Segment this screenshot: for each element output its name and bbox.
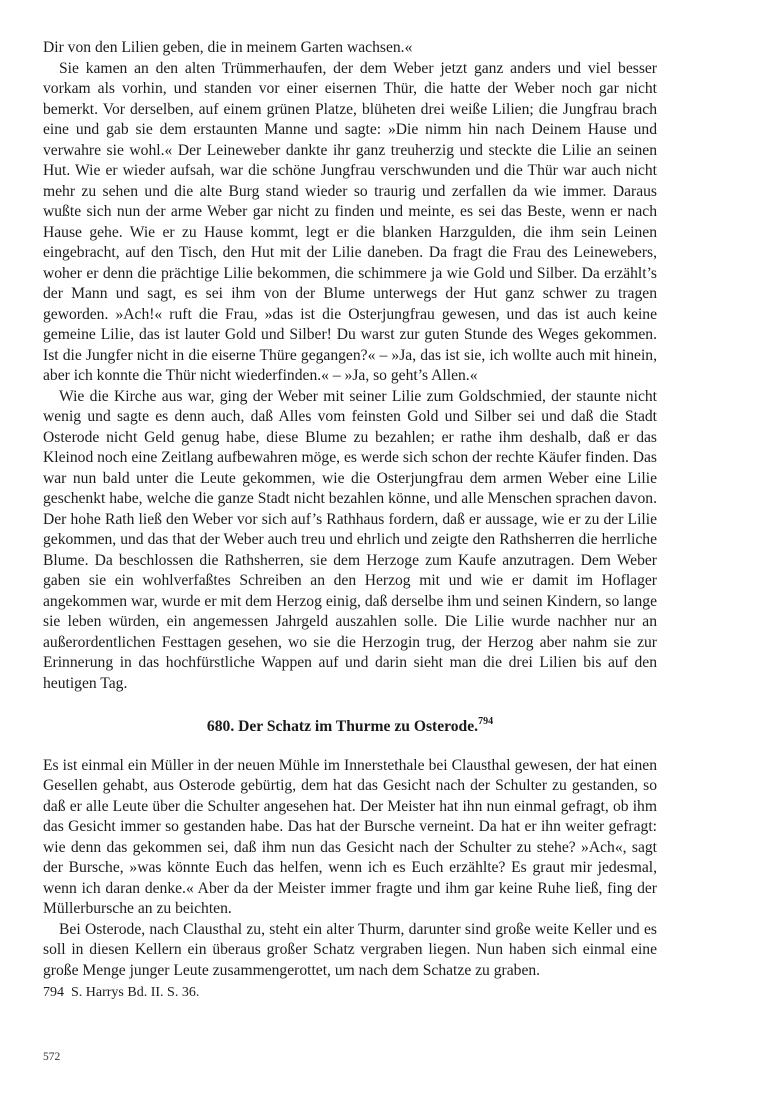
paragraph: Es ist einmal ein Müller in der neuen Mühle im Innerstethale bei Clausthal gewesen, der hat einen Gesellen gehabt, aus Osterode gebürtig, dem hat das Gesicht nach der Schulter zu gestanden, so daß er alle Leute über die Schulter angesehen hat. Der Meister hat ihn nun einmal gefragt, ob ihm das Gesicht immer so gestanden habe. Das hat der Bursche verneint. Da hat er ihn weiter gefragt: wie denn das gekommen sei, daß ihm nun das Gesicht nach der Schulter zu stehe? »Ach«, sagt der Bursche, »was könnte Euch das helfen, wenn ich es Euch erzählte? Es graut mir jedesmal, wenn ich daran denke.« Aber da der Meister immer fragte und ihm gar keine Ruhe ließ, fing der Müllerbursche an zu beichten. (43, 756, 657, 917)
section-heading (43, 717, 657, 738)
footnote-number: 794 (43, 985, 64, 1000)
section-title: 680. Der Schatz im Thurme zu Osterode. (206, 718, 479, 735)
page-number: 572 (43, 1051, 61, 1063)
paragraph-continuation: Dir von den Lilien geben, die in meinem Garten wachsen.« (43, 39, 413, 56)
footnote-reference[interactable]: 794 (478, 716, 494, 727)
paragraph: Wie die Kirche aus war, ging der Weber mit seiner Lilie zum Goldschmied, der staunte nicht wenig und sagte es denn auch, daß Alles vom feinsten Gold und Silber sei und daß die Stadt Osterode nicht Geld genug habe, diese Blume zu bezahlen; er rathe ihm deshalb, daß er das Kleinod noch eine Zeitlang aufbewahren möge, es werde sich schon der rechte Käufer finden. Das war nun bald unter die Leute gekommen, wie die Osterjungfrau dem armen Weber eine Lilie geschenkt habe, welche die ganze Stadt nicht bezahlen könne, und alle Menschen sprachen davon. Der hohe Rath ließ den Weber vor sich auf’s Rathhaus fordern, daß er aussage, wie er zu der Lilie gekommen, und das that der Weber auch treu und ehrlich und zeigte den Rathsherren die herrliche Blume. Da beschlossen die Rathsherren, sie dem Herzoge zum Kaufe anzutragen. Dem Weber gaben sie ein wohlverfaßtes Schreiben an den Herzog mit und wie er damit im Hoflager angekommen war, wurde er mit dem Herzog einig, daß derselbe ihm und seinen Kindern, so lange sie leben würden, ein angemessen Jahrgeld auszahlen solle. Die Lilie wurde nachher nur an außerordentlichen Festtagen gesehen, wo sie die Herzogin trug, der Herzog aber nahm sie zur Erinnerung in das hochfürstliche Wappen auf und darin sieht man die drei Lilien bis auf den heutigen Tag. (43, 387, 657, 692)
footnote-text: S. Harrys Bd. II. S. 36. (71, 985, 200, 1000)
footnote (43, 983, 657, 1003)
page-body (43, 38, 657, 1003)
paragraph: Bei Osterode, nach Clausthal zu, steht ein alter Thurm, darunter sind große weite Keller und es soll in diesen Kellern ein überaus großer Schatz vergraben liegen. Nun haben sich einmal eine große Menge junger Leute zusammengerottet, um nach dem Schatze zu graben. (43, 920, 657, 979)
paragraph: Sie kamen an den alten Trümmerhaufen, der dem Weber jetzt ganz anders und viel besser vorkam als vorhin, und standen vor einer eisernen Thür, die hatte der Weber noch gar nicht bemerkt. Vor derselben, auf einem grünen Platze, blüheten drei weiße Lilien; die Jungfrau brach eine und gab sie dem erstaunten Manne und sagte: »Die nimm hin nach Deinem Hause und verwahre sie wohl.« Der Leineweber dankte ihr ganz treuherzig und steckte die Lilie an seinen Hut. Wie er wieder aufsah, war die schöne Jungfrau verschwunden und die Thür war auch nicht mehr zu sehen und die alte Burg stand wieder so traurig und zerfallen da wie immer. Daraus wußte sich nun der arme Weber gar nicht zu finden und meinte, es sei das Beste, wenn er nach Hause gehe. Wie er zu Hause kommt, legt er die blanken Harzgulden, die ihm sein Leinen eingebracht, auf den Tisch, den Hut mit der Lilie daneben. Da fragt die Frau des Leinewebers, woher er denn die prächtige Lilie bekommen, die schimmere ja wie Gold und Silber. Da erzählt’s der Mann und sagt, es sei ihm von der Blume unterwegs der Hut ganz schwer zu tragen geworden. »Ach!« ruft die Frau, »das ist die Osterjungfrau gewesen, und das ist auch keine gemeine Lilie, das ist lauter Gold und Silber! Du warst zur guten Stunde des Weges gekommen. Ist die Jungfer nicht in die eiserne Thüre gegangen?« – »Ja, das ist sie, ich wollte auch mit hinein, aber ich konnte die Thür nicht wiederfinden.« – »Ja, so geht’s Allen.« (43, 59, 657, 384)
